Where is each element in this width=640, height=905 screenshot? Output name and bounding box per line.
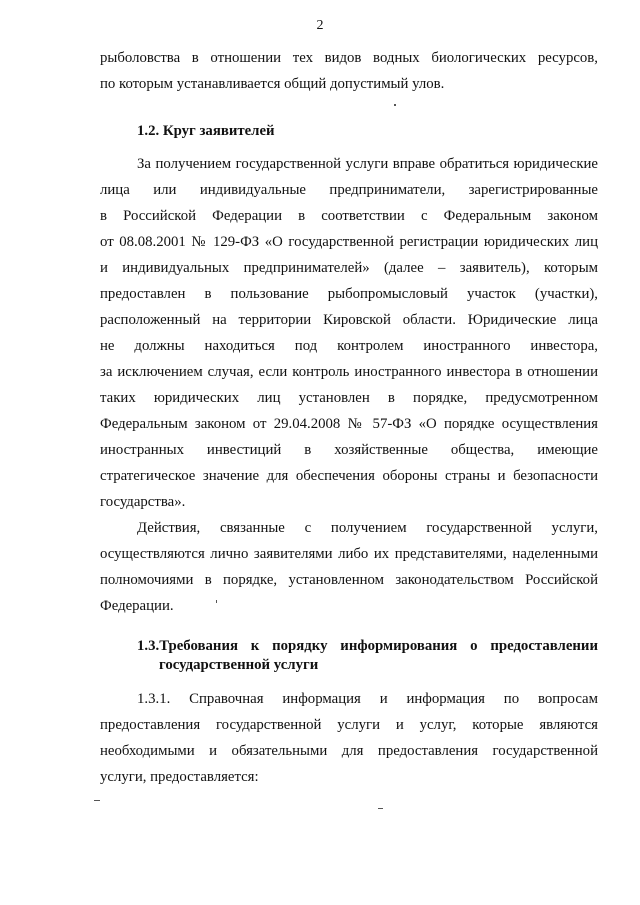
scan-speck xyxy=(94,800,100,801)
text-line: Действия, связанные с получением государственной услуги, xyxy=(137,520,598,536)
text-line: государства». xyxy=(100,494,186,510)
section-heading-continuation: государственной услуги xyxy=(159,657,319,673)
text-line: полномочиями в порядке, установленном законодательством Российской xyxy=(100,572,598,588)
text-line: от 08.08.2001 № 129-ФЗ «О государственной регистрации юридических лиц xyxy=(100,234,598,250)
text-line: предоставлен в пользование рыбопромысловый участок (участки), xyxy=(100,286,598,302)
section-heading: 1.3.Требования к порядку информирования о предоставлении xyxy=(137,638,598,654)
text-line: предоставления государственной услуги и услуг, которые являются xyxy=(100,717,598,733)
scan-speck xyxy=(216,600,217,603)
text-line: 1.3.1. Справочная информация и информация по вопросам xyxy=(137,691,598,707)
page-number: 2 xyxy=(316,18,324,33)
text-line: услуги, предоставляется: xyxy=(100,769,259,785)
text-line: таких юридических лиц установлен в порядке, предусмотренном xyxy=(100,390,598,406)
text-line: стратегическое значение для обеспечения обороны страны и безопасности xyxy=(100,468,598,484)
text-line: лица или индивидуальные предприниматели, зарегистрированные xyxy=(100,182,598,198)
text-line: не должны находиться под контролем иностранного инвестора, xyxy=(100,338,598,354)
text-line: рыболовства в отношении тех видов водных биологических ресурсов, xyxy=(100,50,598,66)
text-line: за исключением случая, если контроль иностранного инвестора в отношении xyxy=(100,364,598,380)
scan-speck xyxy=(394,104,396,106)
text-line: по которым устанавливается общий допустимый улов. xyxy=(100,76,445,92)
text-line: иностранных инвестиций в хозяйственные общества, имеющие xyxy=(100,442,598,458)
section-heading: 1.2. Круг заявителей xyxy=(137,123,275,139)
text-line: в Российской Федерации в соответствии с Федеральным законом xyxy=(100,208,598,224)
text-line: и индивидуальных предпринимателей» (далее – заявитель), которым xyxy=(100,260,598,276)
text-line: Федеральным законом от 29.04.2008 № 57-ФЗ «О порядке осуществления xyxy=(100,416,598,432)
text-line: За получением государственной услуги вправе обратиться юридические xyxy=(137,156,598,172)
scan-speck xyxy=(378,808,383,809)
text-line: расположенный на территории Кировской области. Юридические лица xyxy=(100,312,598,328)
text-line: Федерации. xyxy=(100,598,174,614)
text-line: необходимыми и обязательными для предоставления государственной xyxy=(100,743,598,759)
text-line: осуществляются лично заявителями либо их представителями, наделенными xyxy=(100,546,598,562)
